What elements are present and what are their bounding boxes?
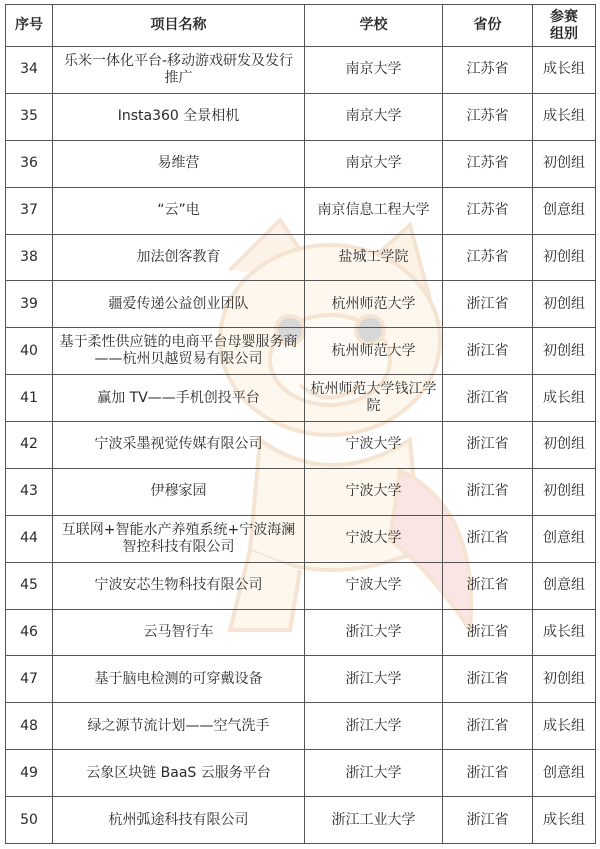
- table-row: [6, 609, 596, 656]
- cell-group: 初创组: [533, 234, 596, 281]
- table-row: [6, 47, 596, 94]
- cell-province: 江苏省: [443, 47, 533, 94]
- cell-group: 成长组: [533, 93, 596, 140]
- cell-school: 浙江工业大学: [305, 797, 443, 844]
- header-name: 项目名称: [53, 5, 305, 47]
- cell-school: 南京大学: [305, 93, 443, 140]
- table-row: [6, 140, 596, 187]
- cell-province: 江苏省: [443, 187, 533, 234]
- cell-no: 50: [6, 797, 53, 844]
- cell-group: 成长组: [533, 703, 596, 750]
- table-row: [6, 281, 596, 328]
- cell-province: 浙江省: [443, 468, 533, 515]
- cell-group: 成长组: [533, 47, 596, 94]
- cell-name: 加法创客教育: [53, 234, 305, 281]
- table-row: [6, 515, 596, 562]
- table-row: [6, 656, 596, 703]
- cell-school: 宁波大学: [305, 422, 443, 469]
- cell-name: Insta360 全景相机: [53, 93, 305, 140]
- cell-group: 初创组: [533, 422, 596, 469]
- cell-school: 盐城工学院: [305, 234, 443, 281]
- cell-province: 江苏省: [443, 140, 533, 187]
- table-row: [6, 328, 596, 375]
- header-group-line2: 组别: [550, 25, 578, 42]
- cell-no: 43: [6, 468, 53, 515]
- cell-province: 浙江省: [443, 750, 533, 797]
- header-group: [533, 5, 596, 47]
- cell-province: 浙江省: [443, 515, 533, 562]
- cell-school: 浙江大学: [305, 656, 443, 703]
- header-group-line1: 参赛: [550, 8, 578, 25]
- cell-name: 乐米一体化平台-移动游戏研发及发行推广: [53, 47, 305, 94]
- cell-no: 48: [6, 703, 53, 750]
- cell-no: 40: [6, 328, 53, 375]
- table-row: [6, 468, 596, 515]
- cell-school: 杭州师范大学: [305, 281, 443, 328]
- cell-group: 成长组: [533, 609, 596, 656]
- cell-no: 37: [6, 187, 53, 234]
- cell-province: 浙江省: [443, 328, 533, 375]
- cell-province: 浙江省: [443, 422, 533, 469]
- cell-name: 云马智行车: [53, 609, 305, 656]
- cell-no: 45: [6, 562, 53, 609]
- table-row: [6, 422, 596, 469]
- cell-name: 基于脑电检测的可穿戴设备: [53, 656, 305, 703]
- cell-name: 疆爱传递公益创业团队: [53, 281, 305, 328]
- cell-group: 创意组: [533, 187, 596, 234]
- cell-school: 宁波大学: [305, 468, 443, 515]
- table-row: [6, 703, 596, 750]
- table-row: [6, 187, 596, 234]
- cell-name: 易维营: [53, 140, 305, 187]
- table-row: [6, 562, 596, 609]
- cell-province: 江苏省: [443, 93, 533, 140]
- table-row: [6, 93, 596, 140]
- table-row: [6, 375, 596, 422]
- cell-group: 创意组: [533, 515, 596, 562]
- cell-province: 浙江省: [443, 797, 533, 844]
- cell-no: 42: [6, 422, 53, 469]
- cell-no: 41: [6, 375, 53, 422]
- cell-school: 南京大学: [305, 47, 443, 94]
- cell-province: 江苏省: [443, 234, 533, 281]
- cell-school: 宁波大学: [305, 515, 443, 562]
- cell-name: 绿之源节流计划——空气洗手: [53, 703, 305, 750]
- cell-no: 39: [6, 281, 53, 328]
- cell-school: 浙江大学: [305, 609, 443, 656]
- cell-province: 浙江省: [443, 656, 533, 703]
- cell-no: 36: [6, 140, 53, 187]
- cell-group: 初创组: [533, 281, 596, 328]
- table-header-row: [6, 5, 596, 47]
- cell-province: 浙江省: [443, 562, 533, 609]
- cell-school: 南京大学: [305, 140, 443, 187]
- header-school: 学校: [305, 5, 443, 47]
- cell-group: 成长组: [533, 797, 596, 844]
- header-no: 序号: [6, 5, 53, 47]
- table-row: [6, 234, 596, 281]
- cell-group: 创意组: [533, 750, 596, 797]
- cell-name: “云”电: [53, 187, 305, 234]
- cell-no: 49: [6, 750, 53, 797]
- project-list-table: [5, 4, 596, 844]
- cell-school: 浙江大学: [305, 750, 443, 797]
- cell-name: 伊穆家园: [53, 468, 305, 515]
- cell-school: 浙江大学: [305, 703, 443, 750]
- cell-name: 基于柔性供应链的电商平台母婴服务商——杭州贝越贸易有限公司: [53, 328, 305, 375]
- cell-group: 初创组: [533, 140, 596, 187]
- cell-group: 初创组: [533, 328, 596, 375]
- header-province: 省份: [443, 5, 533, 47]
- cell-group: 创意组: [533, 562, 596, 609]
- cell-group: 初创组: [533, 468, 596, 515]
- cell-name: 赢加 TV——手机创投平台: [53, 375, 305, 422]
- cell-name: 互联网+智能水产养殖系统+宁波海澜智控科技有限公司: [53, 515, 305, 562]
- cell-school: 杭州师范大学钱江学院: [305, 375, 443, 422]
- cell-group: 初创组: [533, 656, 596, 703]
- cell-province: 浙江省: [443, 703, 533, 750]
- cell-name: 云象区块链 BaaS 云服务平台: [53, 750, 305, 797]
- cell-province: 浙江省: [443, 281, 533, 328]
- cell-name: 杭州弧途科技有限公司: [53, 797, 305, 844]
- cell-group: 成长组: [533, 375, 596, 422]
- cell-no: 35: [6, 93, 53, 140]
- table-row: [6, 750, 596, 797]
- cell-school: 宁波大学: [305, 562, 443, 609]
- cell-no: 34: [6, 47, 53, 94]
- cell-no: 46: [6, 609, 53, 656]
- cell-school: 杭州师范大学: [305, 328, 443, 375]
- cell-province: 浙江省: [443, 609, 533, 656]
- table-row: [6, 797, 596, 844]
- cell-no: 44: [6, 515, 53, 562]
- cell-name: 宁波采墨视觉传媒有限公司: [53, 422, 305, 469]
- cell-no: 47: [6, 656, 53, 703]
- cell-name: 宁波安芯生物科技有限公司: [53, 562, 305, 609]
- cell-school: 南京信息工程大学: [305, 187, 443, 234]
- cell-province: 浙江省: [443, 375, 533, 422]
- cell-no: 38: [6, 234, 53, 281]
